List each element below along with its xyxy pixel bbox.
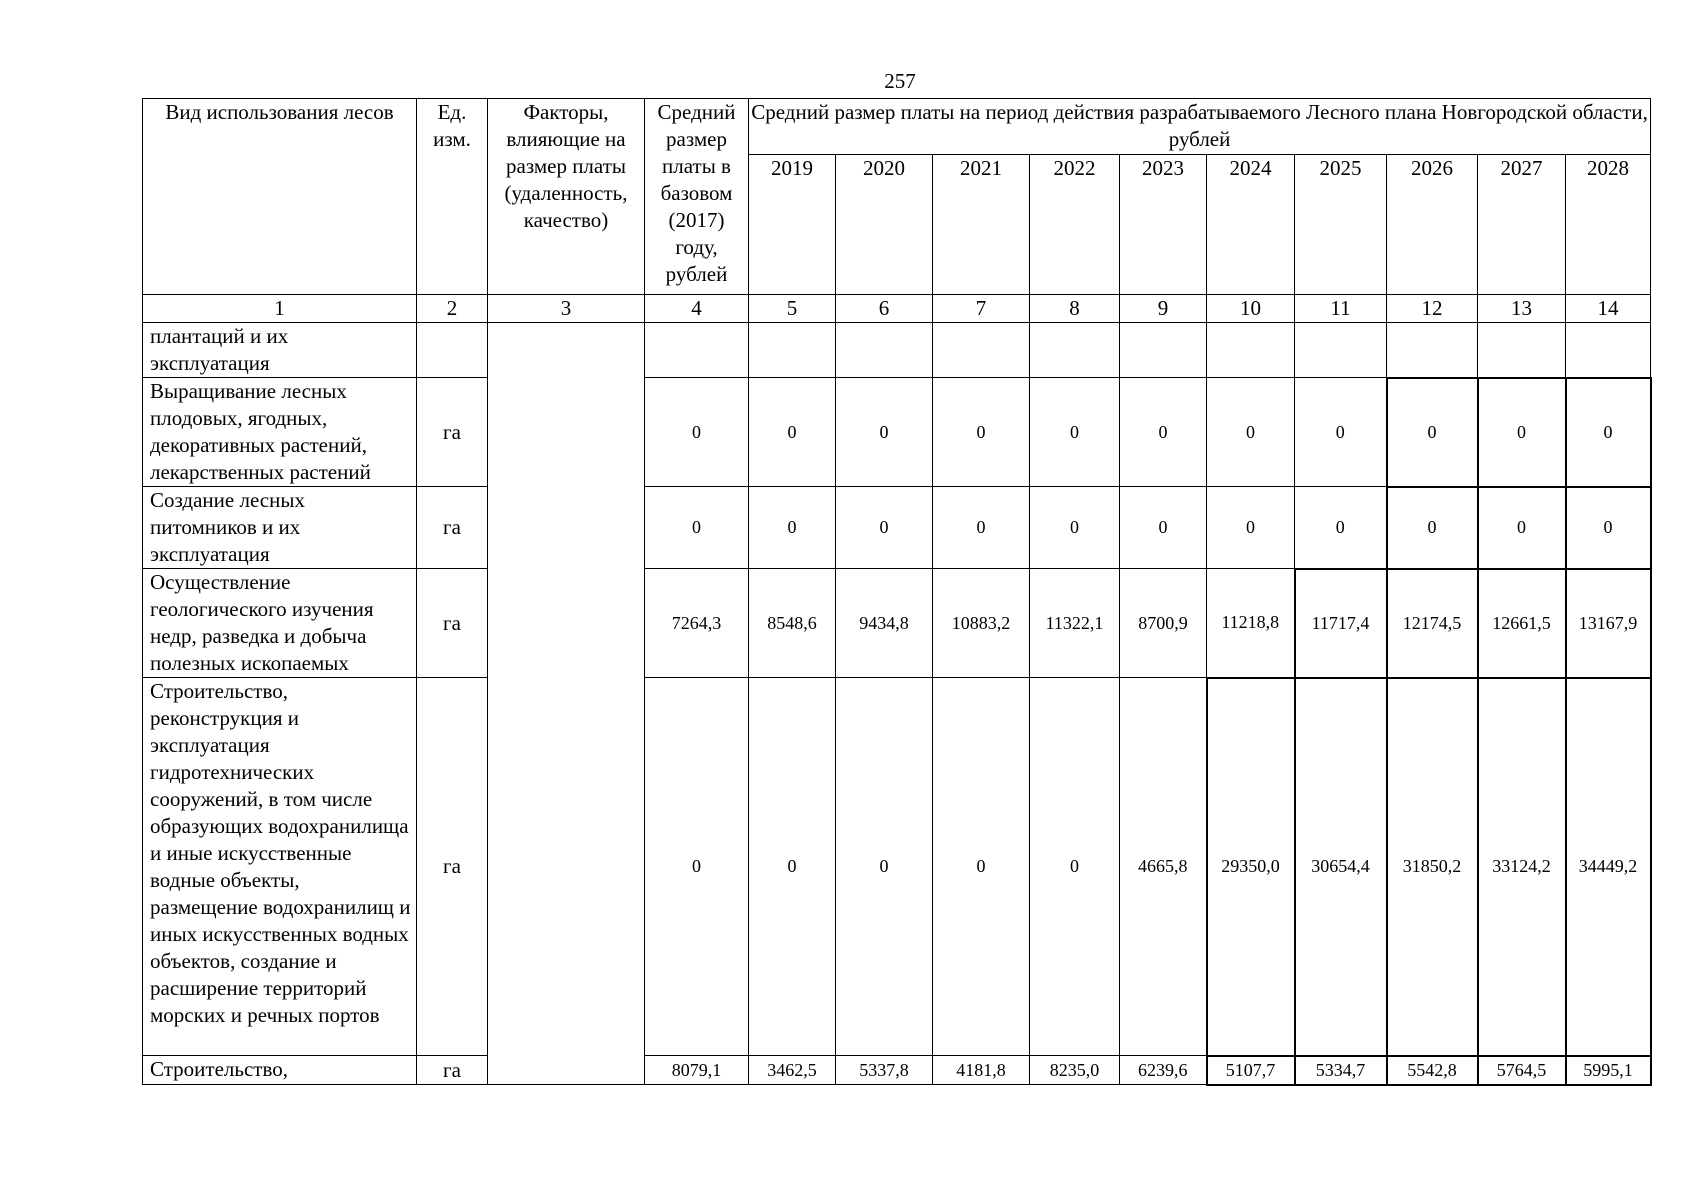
value-cell: 0 — [836, 678, 933, 1056]
unit-cell: га — [417, 378, 488, 487]
value-cell: 4665,8 — [1120, 678, 1207, 1056]
usage-type: Создание лесных питомников и их эксплуатация — [143, 487, 417, 569]
factors-cell — [488, 323, 645, 1085]
value-cell: 0 — [1478, 378, 1566, 487]
table-row — [143, 678, 1651, 1056]
value-cell — [933, 323, 1030, 378]
value-cell: 0 — [1478, 487, 1566, 569]
value-cell — [1295, 323, 1387, 378]
value-cell: 0 — [749, 378, 836, 487]
header-row — [143, 99, 1651, 155]
value-cell: 12661,5 — [1478, 569, 1566, 678]
value-cell: 3462,5 — [749, 1056, 836, 1085]
usage-type: Осуществление геологического изучения недр, разведка и добыча полезных ископаемых — [143, 569, 417, 678]
value-cell: 0 — [1120, 487, 1207, 569]
value-cell: 4181,8 — [933, 1056, 1030, 1085]
value-cell: 5334,7 — [1295, 1056, 1387, 1085]
value-cell: 0 — [836, 378, 933, 487]
unit-cell: га — [417, 569, 488, 678]
column-number: 2 — [417, 295, 488, 323]
header-year: 2023 — [1120, 155, 1207, 295]
unit-cell — [417, 323, 488, 378]
value-cell — [1566, 323, 1651, 378]
value-cell: 31850,2 — [1387, 678, 1478, 1056]
column-number: 11 — [1295, 295, 1387, 323]
value-cell: 10883,2 — [933, 569, 1030, 678]
header-year: 2026 — [1387, 155, 1478, 295]
value-cell: 5995,1 — [1566, 1056, 1651, 1085]
value-cell: 29350,0 — [1207, 678, 1295, 1056]
value-cell: 0 — [836, 487, 933, 569]
value-cell: 9434,8 — [836, 569, 933, 678]
header-year: 2028 — [1566, 155, 1651, 295]
column-numbers-row — [143, 295, 1651, 323]
value-cell: 11322,1 — [1030, 569, 1120, 678]
value-cell — [1478, 323, 1566, 378]
value-cell: 5107,7 — [1207, 1056, 1295, 1085]
value-cell: 0 — [1030, 487, 1120, 569]
column-number: 4 — [645, 295, 749, 323]
usage-type: Строительство, реконструкция и эксплуатация гидротехнических сооружений, в том числе образующих водохранилища и иные искусственные водные объекты, размещение водохранилищ и иных искусственных водных объектов, создание и расширение территорий морских и речных портов — [143, 678, 417, 1056]
column-number: 3 — [488, 295, 645, 323]
value-cell: 8235,0 — [1030, 1056, 1120, 1085]
table-row — [143, 323, 1651, 378]
value-cell — [1207, 323, 1295, 378]
column-number: 5 — [749, 295, 836, 323]
base-value: 8079,1 — [645, 1056, 749, 1085]
value-cell: 0 — [1387, 487, 1478, 569]
table-row — [143, 569, 1651, 678]
value-cell: 5337,8 — [836, 1056, 933, 1085]
value-cell: 8548,6 — [749, 569, 836, 678]
value-cell — [749, 323, 836, 378]
table-row — [143, 487, 1651, 569]
header-year: 2025 — [1295, 155, 1387, 295]
value-cell — [836, 323, 933, 378]
column-number: 8 — [1030, 295, 1120, 323]
base-value — [645, 323, 749, 378]
header-year: 2020 — [836, 155, 933, 295]
base-value: 0 — [645, 678, 749, 1056]
value-cell: 0 — [933, 487, 1030, 569]
header-year: 2021 — [933, 155, 1030, 295]
value-cell: 34449,2 — [1566, 678, 1651, 1056]
column-number: 10 — [1207, 295, 1295, 323]
column-number: 6 — [836, 295, 933, 323]
value-cell: 0 — [933, 678, 1030, 1056]
column-number: 12 — [1387, 295, 1478, 323]
column-number: 13 — [1478, 295, 1566, 323]
header-year: 2022 — [1030, 155, 1120, 295]
unit-cell: га — [417, 487, 488, 569]
value-cell: 0 — [1295, 487, 1387, 569]
page-number: 257 — [884, 69, 916, 93]
usage-type: Строительство, — [143, 1056, 417, 1085]
value-cell: 0 — [1030, 678, 1120, 1056]
value-cell: 0 — [1566, 378, 1651, 487]
unit-cell: га — [417, 1056, 488, 1085]
value-cell: 0 — [1295, 378, 1387, 487]
value-cell: 0 — [1566, 487, 1651, 569]
value-cell: 0 — [1207, 378, 1295, 487]
usage-type: Выращивание лесных плодовых, ягодных, декоративных растений, лекарственных растений — [143, 378, 417, 487]
header-usage-type: Вид использования лесов — [143, 99, 417, 295]
value-cell: 0 — [1030, 378, 1120, 487]
forest-payment-table — [142, 98, 1652, 1086]
value-cell — [1030, 323, 1120, 378]
value-cell: 0 — [933, 378, 1030, 487]
header-year: 2019 — [749, 155, 836, 295]
header-unit: Ед. изм. — [417, 99, 488, 295]
column-number: 7 — [933, 295, 1030, 323]
value-cell: 0 — [749, 678, 836, 1056]
value-cell: 13167,9 — [1566, 569, 1651, 678]
value-cell — [1387, 323, 1478, 378]
value-cell: 0 — [1120, 378, 1207, 487]
value-cell: 12174,5 — [1387, 569, 1478, 678]
header-year: 2024 — [1207, 155, 1295, 295]
value-cell: 5764,5 — [1478, 1056, 1566, 1085]
value-cell: 8700,9 — [1120, 569, 1207, 678]
value-cell: 6239,6 — [1120, 1056, 1207, 1085]
header-year: 2027 — [1478, 155, 1566, 295]
base-value: 7264,3 — [645, 569, 749, 678]
value-cell — [1120, 323, 1207, 378]
value-cell: 0 — [1207, 487, 1295, 569]
usage-type: плантаций и их эксплуатация — [143, 323, 417, 378]
value-cell: 5542,8 — [1387, 1056, 1478, 1085]
table-row — [143, 378, 1651, 487]
column-number: 14 — [1566, 295, 1651, 323]
header-period-payment: Средний размер платы на период действия разрабатываемого Лесного плана Новгородской области, рублей — [749, 99, 1651, 155]
value-cell: 0 — [749, 487, 836, 569]
value-cell: 11717,4 — [1295, 569, 1387, 678]
table-row — [143, 1056, 1651, 1085]
value-cell: 11218,8 — [1207, 569, 1295, 678]
header-base-payment: Средний размер платы в базовом (2017) году, рублей — [645, 99, 749, 295]
value-cell: 33124,2 — [1478, 678, 1566, 1056]
base-value: 0 — [645, 378, 749, 487]
header-factors: Факторы, влияющие на размер платы (удаленность, качество) — [488, 99, 645, 295]
value-cell: 30654,4 — [1295, 678, 1387, 1056]
column-number: 9 — [1120, 295, 1207, 323]
base-value: 0 — [645, 487, 749, 569]
unit-cell: га — [417, 678, 488, 1056]
column-number: 1 — [143, 295, 417, 323]
value-cell: 0 — [1387, 378, 1478, 487]
